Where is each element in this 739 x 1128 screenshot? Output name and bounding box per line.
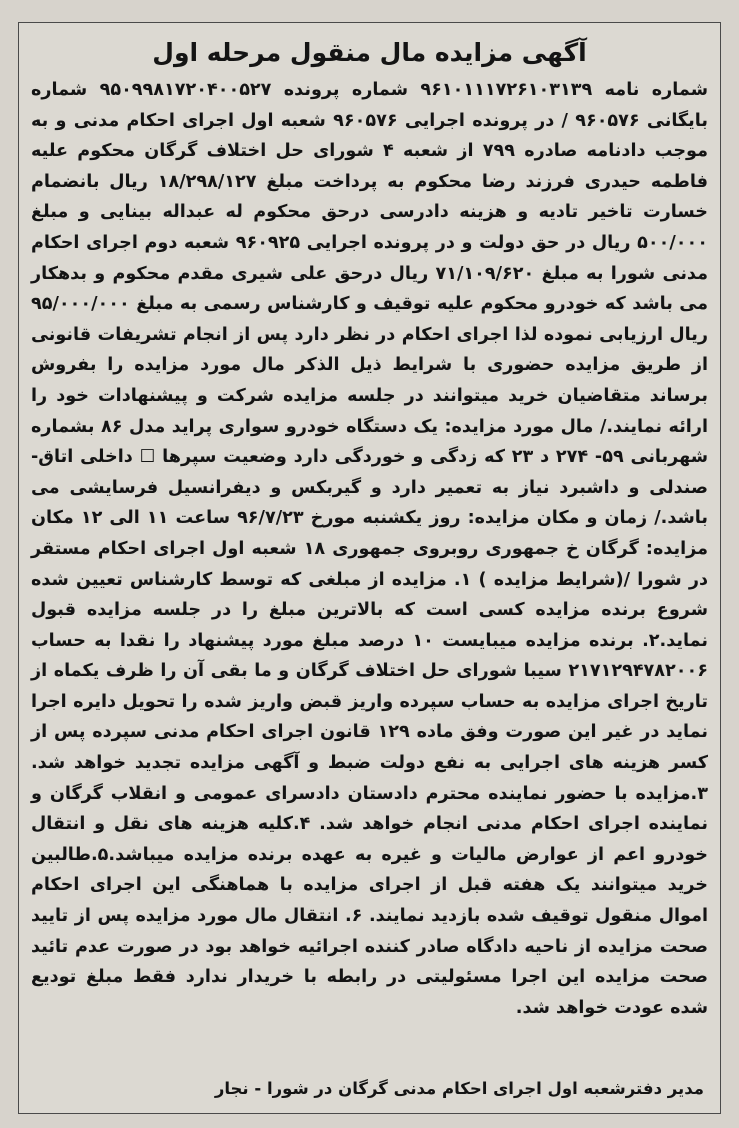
notice-signature: مدیر دفترشعبه اول اجرای احکام مدنی گرگان در شورا - نجار — [214, 1079, 704, 1098]
auction-notice — [18, 22, 721, 1114]
notice-body — [31, 75, 708, 1023]
notice-title: آگهی مزایده مال منقول مرحله اول — [152, 38, 587, 67]
notice-paragraph: شماره نامه ۹۶۱۰۱۱۱۷۲۶۱۰۳۱۳۹ شماره پرونده ۹۵۰۹۹۸۱۷۲۰۴۰۰۵۲۷ شماره بایگانی ۹۶۰۵۷۶ / در پرونده اجرایی ۹۶۰۵۷۶ شعبه اول اجرای احکام مدنی و به موجب دادنامه صادره ۷۹۹ از شعبه ۴ شورای حل اختلاف گرگان محکوم علیه فاطمه حیدری فرزند رضا محکوم به پرداخت مبلغ ۱۸/۲۹۸/۱۲۷ ریال بانضمام خسارت تاخیر تادیه و هزینه دادرسی درحق محکوم له عبداله بینایی و مبلغ ۵۰۰/۰۰۰ ریال در حق دولت و در پرونده اجرایی ۹۶۰۹۲۵ شعبه دوم اجرای احکام مدنی شورا به مبلغ ۷۱/۱۰۹/۶۲۰ ریال درحق علی شیری مقدم محکوم و بدهکار می باشد که خودرو محکوم علیه توقیف و کارشناس رسمی به مبلغ ۹۵/۰۰۰/۰۰۰ ریال ارزیابی نموده لذا اجرای احکام در نظر دارد پس از انجام تشریفات قانونی از طریق مزایده حضوری با شرایط ذیل الذکر مال مورد مزایده را بفروش برساند متقاضیان خرید میتوانند در جلسه مزایده شرکت و پیشنهادات خود را ارائه نمایند./ مال مورد مزایده: یک دستگاه خودرو سواری پراید مدل ۸۶ بشماره شهربانی ۵۹- ۲۷۴ د ۲۳ که زدگی و خوردگی دارد وضعیت سپرها ☐ داخلی اتاق- صندلی و داشبرد نیاز به تعمیر دارد و گیربکس و دیفرانسیل فرسایشی می باشد./ زمان و مکان مزایده: روز یکشنبه مورخ ۹۶/۷/۲۳ ساعت ۱۱ الی ۱۲ مکان مزایده: گرگان خ جمهوری روبروی جمهوری ۱۸ شعبه اول اجرای احکام مستقر در شورا /(شرایط مزایده ) ۱. مزایده از مبلغی که توسط کارشناس تعیین شده شروع برنده مزایده کسی است که بالاترین مبلغ را در جلسه مزایده قبول نماید.۲. برنده مزایده میبایست ۱۰ درصد مبلغ مورد پیشنهاد را نقدا به حساب ۲۱۷۱۲۹۴۷۸۲۰۰۶ سیبا شورای حل اختلاف گرگان و ما بقی آن را ظرف یکماه از تاریخ اجرای مزایده به حساب سپرده واریز قبض واریز شده را تحویل دایره اجرا نماید در غیر این صورت وفق ماده ۱۲۹ قانون اجرای احکام مدنی سپرده پس از کسر هزینه های اجرایی به نفع دولت ضبط و آگهی مزایده تجدید خواهد شد. ۳.مزایده با حضور نماینده محترم دادستان دادسرای عمومی و انقلاب گرگان و نماینده اجرای احکام مدنی انجام خواهد شد. ۴.کلیه هزینه های نقل و انتقال خودرو اعم از عوارض مالیات و غیره به عهده برنده مزایده میباشد.۵.طالبین خرید میتوانند یک هفته قبل از اجرای مزایده با هماهنگی این اجرای احکام اموال منقول توقیف شده بازدید نمایند. ۶. انتقال مال مورد مزایده پس از تایید صحت مزایده از ناحیه دادگاه صادر کننده اجرائیه خواهد بود در صورت عدم تائید صحت مزایده این اجرا مسئولیتی در رابطه با خریدار ندارد فقط مبلغ تودیع شده عودت خواهد شد. — [31, 80, 709, 1018]
